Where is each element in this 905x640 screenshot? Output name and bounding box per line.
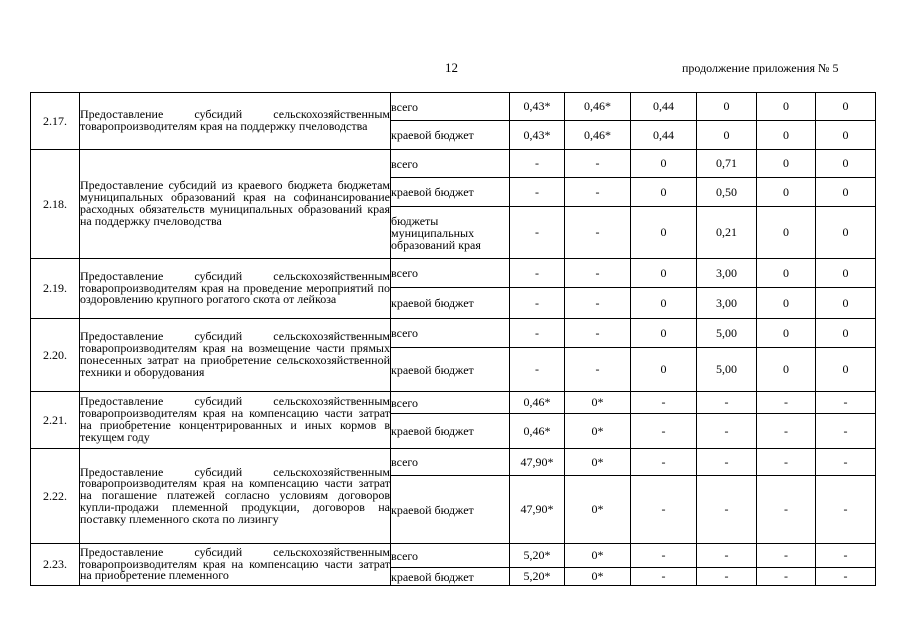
funding-source: всего xyxy=(391,93,510,121)
row-description: Предоставление субсидий сельскохозяйственным товаропроизводителям края на компенсацию части затрат на погашение платежей согласно условиям договоров купли-продажи племенной продукции, договоров на поставку племенного скота по лизингу xyxy=(80,449,391,544)
value-cell: - xyxy=(565,288,631,319)
value-cell: 0 xyxy=(757,121,816,150)
value-cell: 0,46* xyxy=(565,93,631,121)
value-cell: 0 xyxy=(631,348,697,392)
row-description: Предоставление субсидий сельскохозяйственным товаропроизводителям края на возмещение части прямых понесенных затрат на приобретение сельскохозяйственной техники и оборудования xyxy=(80,319,391,392)
value-cell: 5,00 xyxy=(697,348,757,392)
value-cell: - xyxy=(510,259,565,288)
value-cell: - xyxy=(697,476,757,544)
value-cell: - xyxy=(565,178,631,207)
row-number: 2.21. xyxy=(31,392,80,449)
value-cell: - xyxy=(510,348,565,392)
value-cell: 0 xyxy=(816,178,876,207)
value-cell: 0* xyxy=(565,568,631,586)
funding-source: всего xyxy=(391,150,510,178)
value-cell: 0 xyxy=(757,150,816,178)
value-cell: 0 xyxy=(697,93,757,121)
value-cell: - xyxy=(816,414,876,449)
funding-source: краевой бюджет xyxy=(391,476,510,544)
value-cell: 0* xyxy=(565,544,631,568)
value-cell: - xyxy=(631,449,697,476)
table-row xyxy=(31,392,876,414)
value-cell: - xyxy=(565,259,631,288)
value-cell: 0 xyxy=(757,207,816,259)
funding-source: всего xyxy=(391,449,510,476)
value-cell: 0* xyxy=(565,414,631,449)
value-cell: 5,20* xyxy=(510,544,565,568)
value-cell: 0 xyxy=(757,348,816,392)
table-row xyxy=(31,259,876,288)
funding-source: краевой бюджет xyxy=(391,121,510,150)
value-cell: - xyxy=(510,207,565,259)
value-cell: - xyxy=(565,348,631,392)
value-cell: - xyxy=(631,544,697,568)
funding-source: краевой бюджет xyxy=(391,568,510,586)
value-cell: - xyxy=(816,568,876,586)
value-cell: 0 xyxy=(816,121,876,150)
table-row xyxy=(31,150,876,178)
continuation-note: продолжение приложения № 5 xyxy=(682,61,839,75)
value-cell: 0,71 xyxy=(697,150,757,178)
value-cell: 0 xyxy=(631,319,697,348)
funding-source: всего xyxy=(391,319,510,348)
value-cell: 0,43* xyxy=(510,93,565,121)
funding-source: всего xyxy=(391,544,510,568)
value-cell: 0 xyxy=(757,259,816,288)
value-cell: - xyxy=(510,319,565,348)
value-cell: - xyxy=(697,568,757,586)
value-cell: 0 xyxy=(816,150,876,178)
funding-source: всего xyxy=(391,392,510,414)
value-cell: 3,00 xyxy=(697,288,757,319)
value-cell: 0 xyxy=(631,207,697,259)
value-cell: 0,44 xyxy=(631,121,697,150)
value-cell: 0* xyxy=(565,476,631,544)
funding-source: краевой бюджет xyxy=(391,288,510,319)
value-cell: 0 xyxy=(631,150,697,178)
value-cell: 3,00 xyxy=(697,259,757,288)
table-row xyxy=(31,449,876,476)
value-cell: - xyxy=(816,449,876,476)
value-cell: - xyxy=(757,414,816,449)
value-cell: - xyxy=(816,476,876,544)
value-cell: 0 xyxy=(757,319,816,348)
value-cell: 0 xyxy=(816,348,876,392)
value-cell: 0,43* xyxy=(510,121,565,150)
value-cell: 0 xyxy=(757,93,816,121)
value-cell: - xyxy=(697,392,757,414)
value-cell: - xyxy=(631,476,697,544)
value-cell: 0,50 xyxy=(697,178,757,207)
value-cell: 0 xyxy=(631,178,697,207)
value-cell: 0,46* xyxy=(510,392,565,414)
row-number: 2.22. xyxy=(31,449,80,544)
value-cell: - xyxy=(757,544,816,568)
value-cell: - xyxy=(757,568,816,586)
table-row xyxy=(31,544,876,568)
value-cell: - xyxy=(757,392,816,414)
value-cell: - xyxy=(565,319,631,348)
value-cell: - xyxy=(510,178,565,207)
row-number: 2.23. xyxy=(31,544,80,586)
value-cell: - xyxy=(816,392,876,414)
value-cell: 47,90* xyxy=(510,449,565,476)
row-description: Предоставление субсидий сельскохозяйственным товаропроизводителям края на проведение мероприятий по оздоровлению крупного рогатого скота от лейкоза xyxy=(80,259,391,319)
page-number: 12 xyxy=(445,60,458,75)
value-cell: - xyxy=(565,150,631,178)
value-cell: 0 xyxy=(816,93,876,121)
row-number: 2.19. xyxy=(31,259,80,319)
funding-source: всего xyxy=(391,259,510,288)
value-cell: 0 xyxy=(816,259,876,288)
value-cell: 0,46* xyxy=(565,121,631,150)
value-cell: - xyxy=(757,476,816,544)
value-cell: 0* xyxy=(565,449,631,476)
value-cell: 0 xyxy=(816,207,876,259)
value-cell: 0 xyxy=(816,288,876,319)
value-cell: - xyxy=(697,414,757,449)
funding-source: краевой бюджет xyxy=(391,178,510,207)
row-description: Предоставление субсидий сельскохозяйственным товаропроизводителям края на компенсацию части затрат на приобретение племенного xyxy=(80,544,391,586)
value-cell: - xyxy=(697,544,757,568)
table-row xyxy=(31,319,876,348)
value-cell: - xyxy=(757,449,816,476)
value-cell: - xyxy=(565,207,631,259)
value-cell: 0,44 xyxy=(631,93,697,121)
value-cell: 0,21 xyxy=(697,207,757,259)
value-cell: 0 xyxy=(631,259,697,288)
value-cell: 47,90* xyxy=(510,476,565,544)
value-cell: 5,20* xyxy=(510,568,565,586)
value-cell: - xyxy=(816,544,876,568)
value-cell: 0 xyxy=(757,288,816,319)
row-description: Предоставление субсидий сельскохозяйственным товаропроизводителям края на поддержку пчеловодства xyxy=(80,93,391,150)
row-number: 2.18. xyxy=(31,150,80,259)
value-cell: 0 xyxy=(631,288,697,319)
value-cell: 0,46* xyxy=(510,414,565,449)
table-row xyxy=(31,93,876,121)
funding-source: краевой бюджет xyxy=(391,414,510,449)
value-cell: - xyxy=(631,568,697,586)
value-cell: 0 xyxy=(816,319,876,348)
value-cell: - xyxy=(631,414,697,449)
program-budget-table xyxy=(30,92,876,586)
value-cell: 0* xyxy=(565,392,631,414)
funding-source: бюджеты муниципальных образований края xyxy=(391,207,510,259)
value-cell: - xyxy=(697,449,757,476)
row-number: 2.20. xyxy=(31,319,80,392)
value-cell: - xyxy=(510,288,565,319)
value-cell: 0 xyxy=(697,121,757,150)
value-cell: 0 xyxy=(757,178,816,207)
value-cell: 5,00 xyxy=(697,319,757,348)
value-cell: - xyxy=(631,392,697,414)
row-number: 2.17. xyxy=(31,93,80,150)
row-description: Предоставление субсидий сельскохозяйственным товаропроизводителям края на компенсацию части затрат на приобретение концентрированных и иных кормов в текущем году xyxy=(80,392,391,449)
value-cell: - xyxy=(510,150,565,178)
funding-source: краевой бюджет xyxy=(391,348,510,392)
row-description: Предоставление субсидий из краевого бюджета бюджетам муниципальных образований края на софинансирование расходных обязательств муниципальных образований края на поддержку пчеловодства xyxy=(80,150,391,259)
